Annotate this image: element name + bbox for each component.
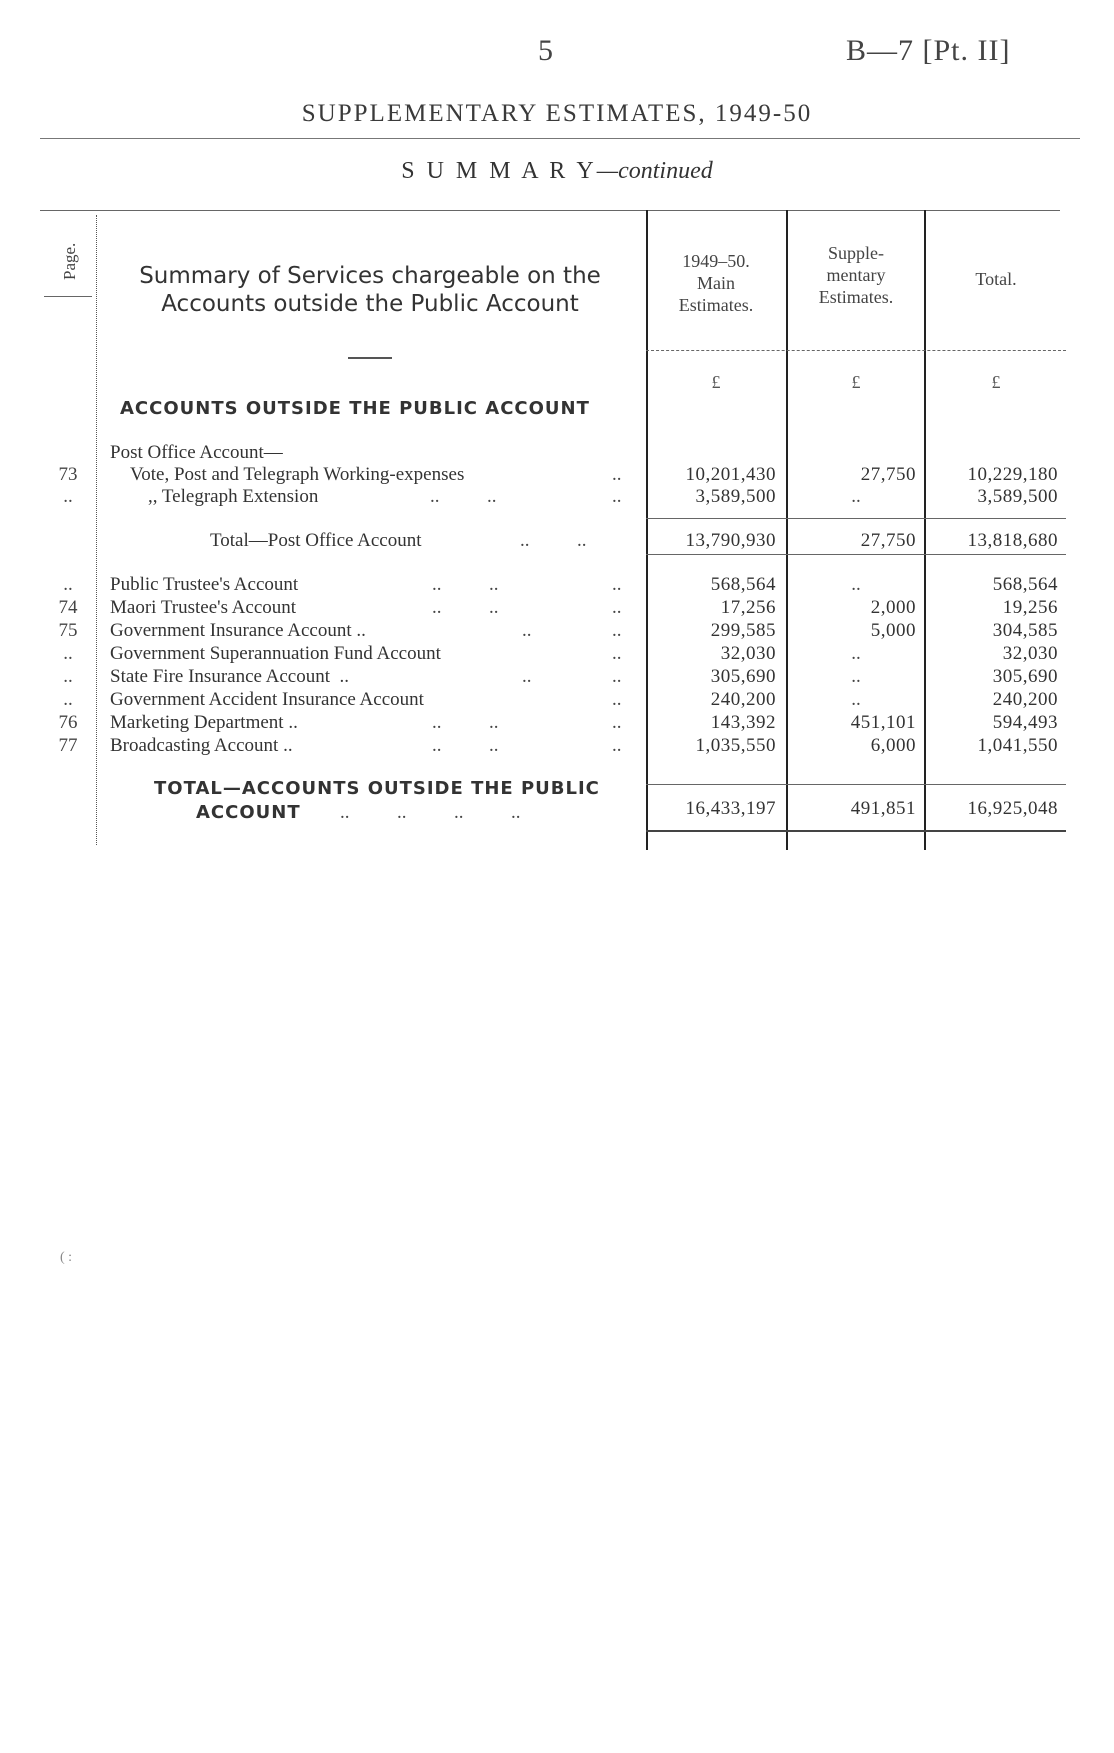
row-label: Government Accident Insurance Account xyxy=(110,689,424,710)
supp-value: 491,851 xyxy=(850,798,916,819)
title-rule xyxy=(40,138,1080,139)
row-page: 73 xyxy=(58,464,78,485)
total-value: 16,925,048 xyxy=(967,798,1058,819)
row-label: Broadcasting Account .. xyxy=(110,735,293,756)
row-dots: .. xyxy=(612,666,622,687)
currency-supp: £ xyxy=(851,372,861,392)
section-heading: ACCOUNTS OUTSIDE THE PUBLIC ACCOUNT xyxy=(120,398,590,419)
row-dots: .. xyxy=(612,689,622,710)
row-page: 74 xyxy=(58,597,78,618)
row-page: .. xyxy=(63,574,73,595)
total-value: 13,818,680 xyxy=(967,530,1058,551)
row-dots: .. xyxy=(612,464,622,485)
total-col-divider xyxy=(924,210,926,850)
post-office-total-label: Total—Post Office Account xyxy=(210,530,422,551)
row-page: .. xyxy=(63,689,73,710)
main-value: 17,256 xyxy=(720,597,776,618)
total-value: 304,585 xyxy=(992,620,1058,641)
main-value: 568,564 xyxy=(710,574,776,595)
supp-value: 2,000 xyxy=(870,597,916,618)
row-label: Public Trustee's Account xyxy=(110,574,299,595)
row-label: State Fire Insurance Account .. xyxy=(110,666,350,687)
row-mid-dots: .. xyxy=(522,620,532,641)
row-page: .. xyxy=(63,643,73,664)
main-value: 305,690 xyxy=(710,666,776,687)
row-dots: .. xyxy=(612,597,622,618)
row-mid-dots: .. .. xyxy=(430,486,497,507)
page-col-rule xyxy=(44,296,92,297)
supp-value: .. xyxy=(851,666,861,687)
main-value: 240,200 xyxy=(710,689,776,710)
main-value: 10,201,430 xyxy=(685,464,776,485)
grand-total-label-line2: ACCOUNT xyxy=(196,802,301,823)
main-value: 32,030 xyxy=(720,643,776,664)
row-dots: .. .. .. .. xyxy=(340,802,521,823)
document-title: SUPPLEMENTARY ESTIMATES, 1949-50 xyxy=(301,100,813,127)
section-short-rule xyxy=(348,357,392,359)
main-value: 1,035,550 xyxy=(695,735,776,756)
document-reference: B—7 [Pt. II] xyxy=(846,34,1011,67)
row-mid-dots: .. .. xyxy=(432,574,499,595)
main-estimates-heading: 1949–50. Main Estimates. xyxy=(678,251,754,315)
currency-main: £ xyxy=(711,372,721,392)
row-dots: .. xyxy=(612,643,622,664)
row-label: ,, Telegraph Extension xyxy=(148,486,319,507)
total-value: 240,200 xyxy=(992,689,1058,710)
total-heading: Total. xyxy=(975,269,1017,289)
subtotal-rule-top xyxy=(646,518,1066,519)
row-label: Government Superannuation Fund Account xyxy=(110,643,441,664)
row-label: Marketing Department .. xyxy=(110,712,298,733)
table-top-rule xyxy=(40,210,1060,211)
page-column-label: Page. xyxy=(60,242,79,280)
row-mid-dots: .. xyxy=(522,666,532,687)
row-label: Maori Trustee's Account xyxy=(110,597,297,618)
supp-value: .. xyxy=(851,643,861,664)
row-dots: .. xyxy=(612,620,622,641)
total-value: 19,256 xyxy=(1002,597,1058,618)
page-number: 5 xyxy=(538,34,553,67)
main-col-divider xyxy=(646,210,648,850)
row-label: Government Insurance Account .. xyxy=(110,620,366,641)
row-dots: .. xyxy=(612,712,622,733)
supplementary-estimates-heading: Supple- mentary Estimates. xyxy=(818,243,894,307)
header-numbers-rule xyxy=(646,350,1066,351)
total-value: 32,030 xyxy=(1002,643,1058,664)
supp-value: 5,000 xyxy=(870,620,916,641)
currency-total: £ xyxy=(991,372,1001,392)
grand-total-rule-top xyxy=(646,784,1066,785)
row-mid-dots: .. .. xyxy=(432,712,499,733)
main-value: 16,433,197 xyxy=(685,798,776,819)
row-page: .. xyxy=(63,666,73,687)
row-dots: .. xyxy=(612,574,622,595)
main-value: 3,589,500 xyxy=(695,486,776,507)
main-value: 143,392 xyxy=(710,712,776,733)
total-value: 3,589,500 xyxy=(977,486,1058,507)
supp-value: 451,101 xyxy=(850,712,916,733)
grand-total-label-line1: TOTAL—ACCOUNTS OUTSIDE THE PUBLIC xyxy=(154,778,600,799)
subtotal-rule-bottom xyxy=(646,554,1066,555)
total-value: 1,041,550 xyxy=(977,735,1058,756)
row-mid-dots: .. .. xyxy=(432,597,499,618)
supp-value: 27,750 xyxy=(860,530,916,551)
supp-value: .. xyxy=(851,486,861,507)
main-value: 299,585 xyxy=(710,620,776,641)
row-page: 75 xyxy=(58,620,78,641)
supp-value: .. xyxy=(851,689,861,710)
grand-total-rule-bottom xyxy=(646,830,1066,832)
row-page: 76 xyxy=(58,712,78,733)
row-mid-dots: .. .. xyxy=(520,530,587,551)
post-office-group-label: Post Office Account— xyxy=(110,442,283,463)
supp-value: .. xyxy=(851,574,861,595)
row-label: Vote, Post and Telegraph Working-expenses xyxy=(130,464,465,485)
row-dots: .. xyxy=(612,486,622,507)
page-col-divider xyxy=(96,215,97,845)
summary-heading: Summary of Services chargeable on the Accounts outside the Public Account xyxy=(139,263,601,317)
total-value: 305,690 xyxy=(992,666,1058,687)
main-value: 13,790,930 xyxy=(685,530,776,551)
summary-subtitle: S U M M A R Y—continued xyxy=(401,158,713,184)
total-value: 594,493 xyxy=(992,712,1058,733)
supp-value: 27,750 xyxy=(860,464,916,485)
row-mid-dots: .. .. xyxy=(432,735,499,756)
row-page: .. xyxy=(63,486,73,507)
row-page: 77 xyxy=(58,735,78,756)
supp-col-divider xyxy=(786,210,788,850)
supp-value: 6,000 xyxy=(870,735,916,756)
row-dots: .. xyxy=(612,735,622,756)
total-value: 10,229,180 xyxy=(967,464,1058,485)
margin-mark: ( : xyxy=(60,1250,73,1265)
total-value: 568,564 xyxy=(992,574,1058,595)
